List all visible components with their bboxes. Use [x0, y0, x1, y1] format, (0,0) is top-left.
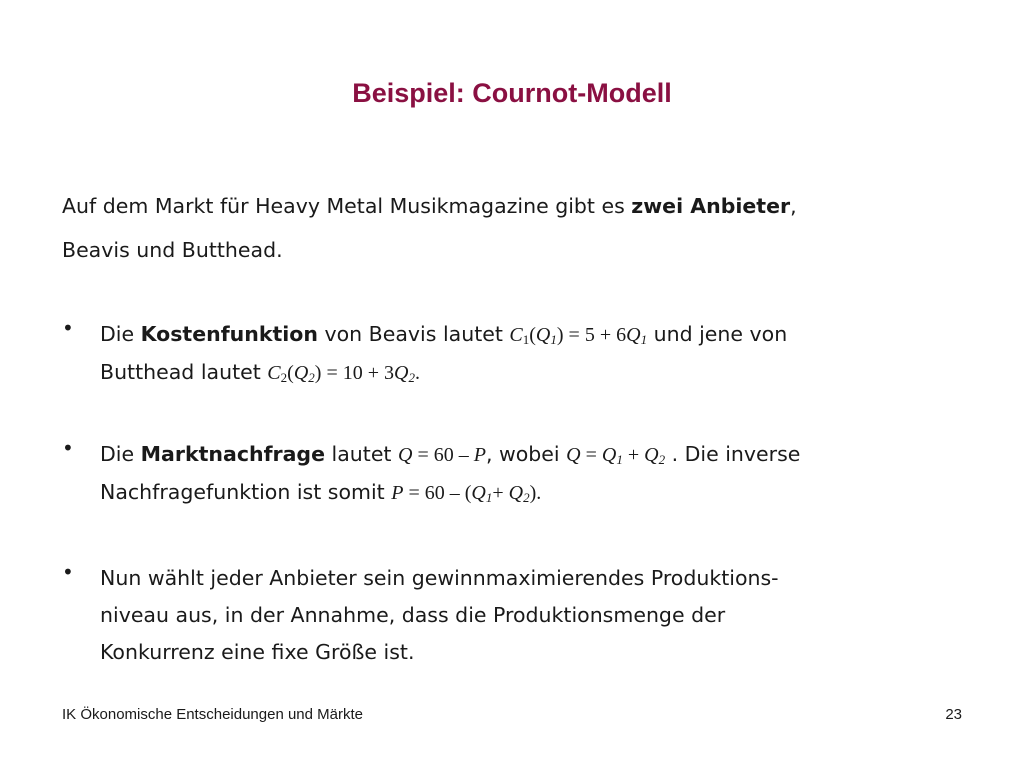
bullet-dot: •: [62, 316, 74, 340]
bullet-bold: Kostenfunktion: [140, 322, 318, 346]
demand-function: Q = 60 – P: [398, 444, 486, 466]
footer-course-title: IK Ökonomische Entscheidungen und Märkte: [62, 706, 364, 723]
intro-text-before: Auf dem Markt für Heavy Metal Musikmagazine gibt es: [62, 194, 632, 218]
bullet-text: [100, 436, 960, 512]
bullet-text: [100, 560, 960, 671]
bullet-text: [100, 316, 960, 392]
bullet-text-4: Nachfragefunktion ist somit: [100, 480, 392, 504]
intro-line-1: [62, 184, 962, 228]
bullet-line-2: niveau aus, in der Annahme, dass die Produktionsmenge der: [100, 603, 726, 627]
bullet-text-3: . Die inverse: [665, 442, 801, 466]
bullet-line-1: Nun wählt jeder Anbieter sein gewinnmaximierendes Produktions-: [100, 566, 779, 590]
bullet-production-choice: [62, 560, 962, 671]
bullet-text-3: Butthead lautet: [100, 360, 268, 384]
intro-line-2: Beavis und Butthead.: [62, 238, 283, 262]
bullet-prefix: Die: [100, 322, 141, 346]
footer-page-number: 23: [945, 706, 962, 723]
bullet-bold: Marktnachfrage: [140, 442, 326, 466]
intro-bold: zwei Anbieter: [631, 194, 791, 218]
bullet-prefix: Die: [100, 442, 141, 466]
bullet-text-1: von Beavis lautet: [317, 322, 510, 346]
cost-function-butthead: $C_2(Q_2) = 10 + 3Q_2$.: [267, 362, 420, 385]
quantity-sum: $Q = Q_1 + Q_2$: [566, 444, 666, 467]
bullet-line-3: Konkurrenz eine fixe Größe ist.: [100, 640, 415, 664]
bullet-dot: •: [62, 560, 74, 584]
bullet-cost-function: [62, 316, 962, 392]
bullet-text-1: lautet: [325, 442, 398, 466]
bullet-dot: •: [62, 436, 74, 460]
slide-title: Beispiel: Cournot-Modell: [352, 78, 672, 108]
intro-text-after: ,: [790, 194, 797, 218]
bullet-market-demand: [62, 436, 962, 512]
cost-function-beavis: $C_1(Q_1) = 5 + 6Q_1$: [509, 324, 648, 347]
intro-paragraph: [62, 184, 962, 272]
inverse-demand-function: $P = 60 - (Q_1+ Q_2)$.: [391, 482, 542, 505]
bullet-text-2: , wobei: [485, 442, 567, 466]
bullet-text-2: und jene von: [647, 322, 788, 346]
